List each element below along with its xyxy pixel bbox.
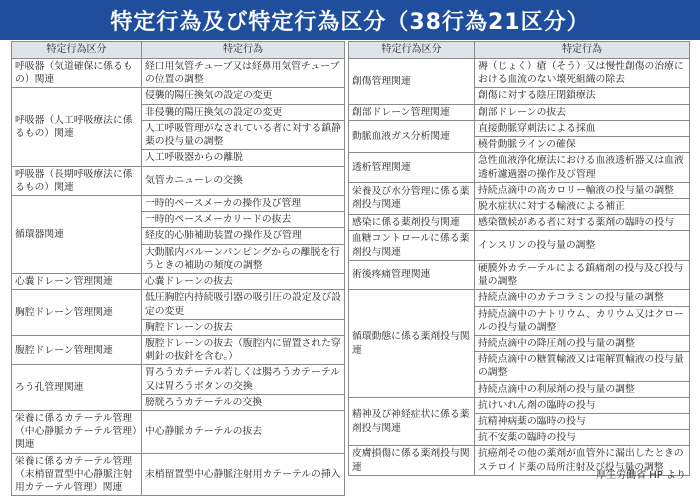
act-cell: 抗けいれん剤の臨時の投与	[475, 397, 690, 413]
category-cell: 腹腔ドレーン管理関連	[12, 335, 142, 364]
source-credit: 厚生労働省 HP より	[596, 470, 686, 481]
category-cell: 術後疼痛管理関連	[349, 260, 475, 289]
table-row	[12, 88, 345, 104]
category-cell: 栄養及び水分管理に係る薬剤投与関連	[349, 182, 475, 214]
act-cell: 持続点滴中の糖質輸液又は電解質輸液の投与量の調整	[475, 352, 690, 381]
act-cell: 経口用気管チューブ又は経鼻用気管チューブの位置の調整	[142, 59, 345, 88]
category-cell: 透析管理関連	[349, 153, 475, 182]
act-cell: 持続点滴中の高カロリー輸液の投与量の調整	[475, 182, 690, 198]
page-title: 特定行為及び特定行為区分（38行為21区分）	[0, 0, 700, 40]
act-cell: 直接動脈穿刺法による採血	[475, 120, 690, 136]
act-cell: 抗不安薬の臨時の投与	[475, 430, 690, 446]
act-cell: 気管カニューレの交換	[142, 166, 345, 195]
table-row	[349, 153, 690, 182]
category-cell: 呼吸器（人工呼吸療法に係るもの）関連	[12, 88, 142, 166]
category-cell: 創傷管理関連	[349, 59, 475, 105]
category-cell: 呼吸器（気道確保に係るもの）関連	[12, 59, 142, 88]
category-cell: 循環動態に係る薬剤投与関連	[349, 290, 475, 398]
act-cell: 持続点滴中の降圧剤の投与量の調整	[475, 335, 690, 351]
category-cell: 心嚢ドレーン管理関連	[12, 274, 142, 290]
table-row	[349, 59, 690, 88]
table-row	[12, 290, 345, 319]
act-cell: 腹腔ドレーンの抜去（腹腔内に留置された穿刺針の抜針を含む。）	[142, 335, 345, 364]
table-row	[349, 231, 690, 260]
act-cell: 抗精神病薬の臨時の投与	[475, 414, 690, 430]
table-row	[12, 453, 345, 496]
right-table	[348, 41, 690, 476]
header-category: 特定行為区分	[12, 42, 142, 59]
header-act: 特定行為	[475, 42, 690, 59]
left-table	[11, 41, 345, 496]
table-row	[12, 411, 345, 454]
act-cell: 硬膜外カテーテルによる鎮痛剤の投与及び投与量の調整	[475, 260, 690, 289]
act-cell: 低圧胸腔内持続吸引器の吸引圧の設定及び設定の変更	[142, 290, 345, 319]
category-cell: 呼吸器（長期呼吸療法に係るもの）関連	[12, 166, 142, 195]
right-table-body	[349, 59, 690, 476]
act-cell: 持続点滴中のカテコラミンの投与量の調整	[475, 290, 690, 306]
act-cell: 胸腔ドレーンの抜去	[142, 319, 345, 335]
act-cell: 持続点滴中のナトリウム、カリウム又はクロールの投与量の調整	[475, 306, 690, 335]
table-row	[349, 182, 690, 198]
act-cell: 胃ろうカテーテル若しくは腸ろうカテーテル又は胃ろうボタンの交換	[142, 365, 345, 394]
table-row	[349, 104, 690, 120]
act-cell: 膀胱ろうカテーテルの交換	[142, 394, 345, 410]
act-cell: 褥（じょく）瘡（そう）又は慢性創傷の治療における血流のない壊死組織の除去	[475, 59, 690, 88]
act-cell: 創部ドレーンの抜去	[475, 104, 690, 120]
category-cell: 胸腔ドレーン管理関連	[12, 290, 142, 336]
table-row	[349, 120, 690, 136]
category-cell: 栄養に係るカテーテル管理（末梢留置型中心静脈注射用カテーテル管理）関連	[12, 453, 142, 496]
act-cell: インスリンの投与量の調整	[475, 231, 690, 260]
left-table-body	[12, 59, 345, 496]
category-cell: 精神及び神経症状に係る薬剤投与関連	[349, 397, 475, 446]
act-cell: 持続点滴中の利尿剤の投与量の調整	[475, 381, 690, 397]
table-row	[349, 290, 690, 306]
act-cell: 一時的ペースメーカリードの抜去	[142, 212, 345, 228]
act-cell: 急性血液浄化療法における血液透析器又は血液透析濾過器の操作及び管理	[475, 153, 690, 182]
table-row	[12, 335, 345, 364]
category-cell: 血糖コントロールに係る薬剤投与関連	[349, 231, 475, 260]
act-cell: 侵襲的陽圧換気の設定の変更	[142, 88, 345, 104]
category-cell: 創部ドレーン管理関連	[349, 104, 475, 120]
table-row	[12, 365, 345, 394]
category-cell: 動脈血液ガス分析関連	[349, 120, 475, 152]
table-row	[12, 274, 345, 290]
act-cell: 心嚢ドレーンの抜去	[142, 274, 345, 290]
table-row	[349, 215, 690, 231]
act-cell: 脱水症状に対する輸液による補正	[475, 198, 690, 214]
act-cell: 非侵襲的陽圧換気の設定の変更	[142, 104, 345, 120]
table-row	[12, 166, 345, 195]
act-cell: 創傷に対する陰圧閉鎖療法	[475, 88, 690, 104]
act-cell: 経皮的心肺補助装置の操作及び管理	[142, 228, 345, 244]
act-cell: 人工呼吸管理がなされている者に対する鎮静薬の投与量の調整	[142, 120, 345, 149]
act-cell: 中心静脈カテーテルの抜去	[142, 411, 345, 454]
act-cell: 一時的ペースメーカの操作及び管理	[142, 195, 345, 211]
header-act: 特定行為	[142, 42, 345, 59]
act-cell: 人工呼吸器からの離脱	[142, 150, 345, 166]
category-cell: ろう孔管理関連	[12, 365, 142, 411]
act-cell: 橈骨動脈ラインの確保	[475, 137, 690, 153]
category-cell: 皮膚損傷に係る薬剤投与関連	[349, 446, 475, 475]
act-cell: 末梢留置型中心静脈注射用カテーテルの挿入	[142, 453, 345, 496]
act-cell: 感染徴候がある者に対する薬剤の臨時の投与	[475, 215, 690, 231]
table-row	[12, 195, 345, 211]
category-cell: 感染に係る薬剤投与関連	[349, 215, 475, 231]
act-cell: 抗癌剤その他の薬剤が血管外に漏出したときのステロイド薬の局所注射及び投与量の調整	[475, 446, 690, 475]
act-cell: 大動脈内バルーンパンピングからの離脱を行うときの補助の頻度の調整	[142, 244, 345, 273]
table-row	[349, 397, 690, 413]
category-cell: 循環器関連	[12, 195, 142, 273]
header-category: 特定行為区分	[349, 42, 475, 59]
category-cell: 栄養に係るカテーテル管理（中心静脈カテーテル管理）関連	[12, 411, 142, 454]
table-row	[12, 59, 345, 88]
table-row	[349, 260, 690, 289]
